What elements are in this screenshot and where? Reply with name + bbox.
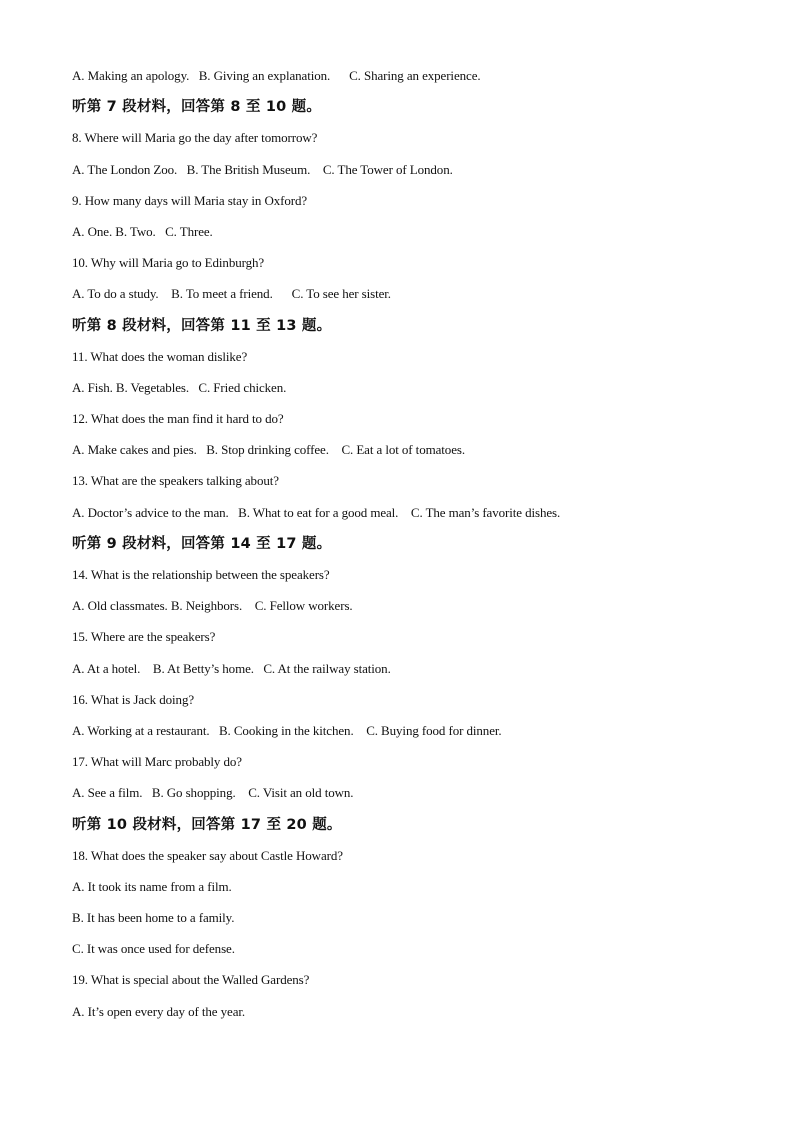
option-line: A. Fish. B. Vegetables. C. Fried chicken. [72, 379, 287, 395]
question-line: 15. Where are the speakers? [72, 629, 216, 645]
option-line: A. It’s open every day of the year. [72, 1003, 246, 1019]
option-line: A. Doctor’s advice to the man. B. What to eat for a good meal. C. The man’s favorite dishes. [72, 504, 561, 520]
section-heading: 听第 7 段材料，回答第 8 至 10 题。 [72, 99, 322, 116]
option-line: A. Make cakes and pies. B. Stop drinking coffee. C. Eat a lot of tomatoes. [72, 442, 465, 458]
option-line: A. To do a study. B. To meet a friend. C. To see her sister. [72, 286, 391, 302]
question-line: 10. Why will Maria go to Edinburgh? [72, 255, 265, 271]
question-line: 8. Where will Maria go the day after tomorrow? [72, 130, 318, 146]
question-line: 11. What does the woman dislike? [72, 348, 248, 364]
section-heading: 听第 9 段材料，回答第 14 至 17 题。 [72, 535, 332, 552]
option-line: C. It was once used for defense. [72, 941, 235, 957]
section-heading: 听第 8 段材料，回答第 11 至 13 题。 [72, 317, 332, 334]
option-line: A. One. B. Two. C. Three. [72, 223, 213, 239]
question-line: 13. What are the speakers talking about? [72, 473, 279, 489]
option-line: A. See a film. B. Go shopping. C. Visit an old town. [72, 785, 354, 801]
option-line: A. At a hotel. B. At Betty’s home. C. At the railway station. [72, 660, 391, 676]
question-line: 12. What does the man find it hard to do? [72, 411, 284, 427]
option-line: A. Old classmates. B. Neighbors. C. Fellow workers. [72, 598, 353, 614]
section-heading: 听第 10 段材料，回答第 17 至 20 题。 [72, 816, 342, 833]
document-page [72, 66, 752, 1033]
option-line: A. The London Zoo. B. The British Museum. C. The Tower of London. [72, 161, 453, 177]
option-line: A. Working at a restaurant. B. Cooking in the kitchen. C. Buying food for dinner. [72, 722, 502, 738]
question-line: 9. How many days will Maria stay in Oxford? [72, 192, 308, 208]
question-line: 14. What is the relationship between the speakers? [72, 567, 330, 582]
question-line: 17. What will Marc probably do? [72, 754, 242, 770]
option-line: A. Making an apology. B. Giving an explanation. C. Sharing an experience. [72, 68, 481, 83]
question-line: 19. What is special about the Walled Gardens? [72, 972, 310, 988]
option-line: B. It has been home to a family. [72, 910, 235, 926]
option-line: A. It took its name from a film. [72, 878, 232, 894]
question-line: 16. What is Jack doing? [72, 691, 195, 707]
question-line: 18. What does the speaker say about Castle Howard? [72, 847, 343, 863]
